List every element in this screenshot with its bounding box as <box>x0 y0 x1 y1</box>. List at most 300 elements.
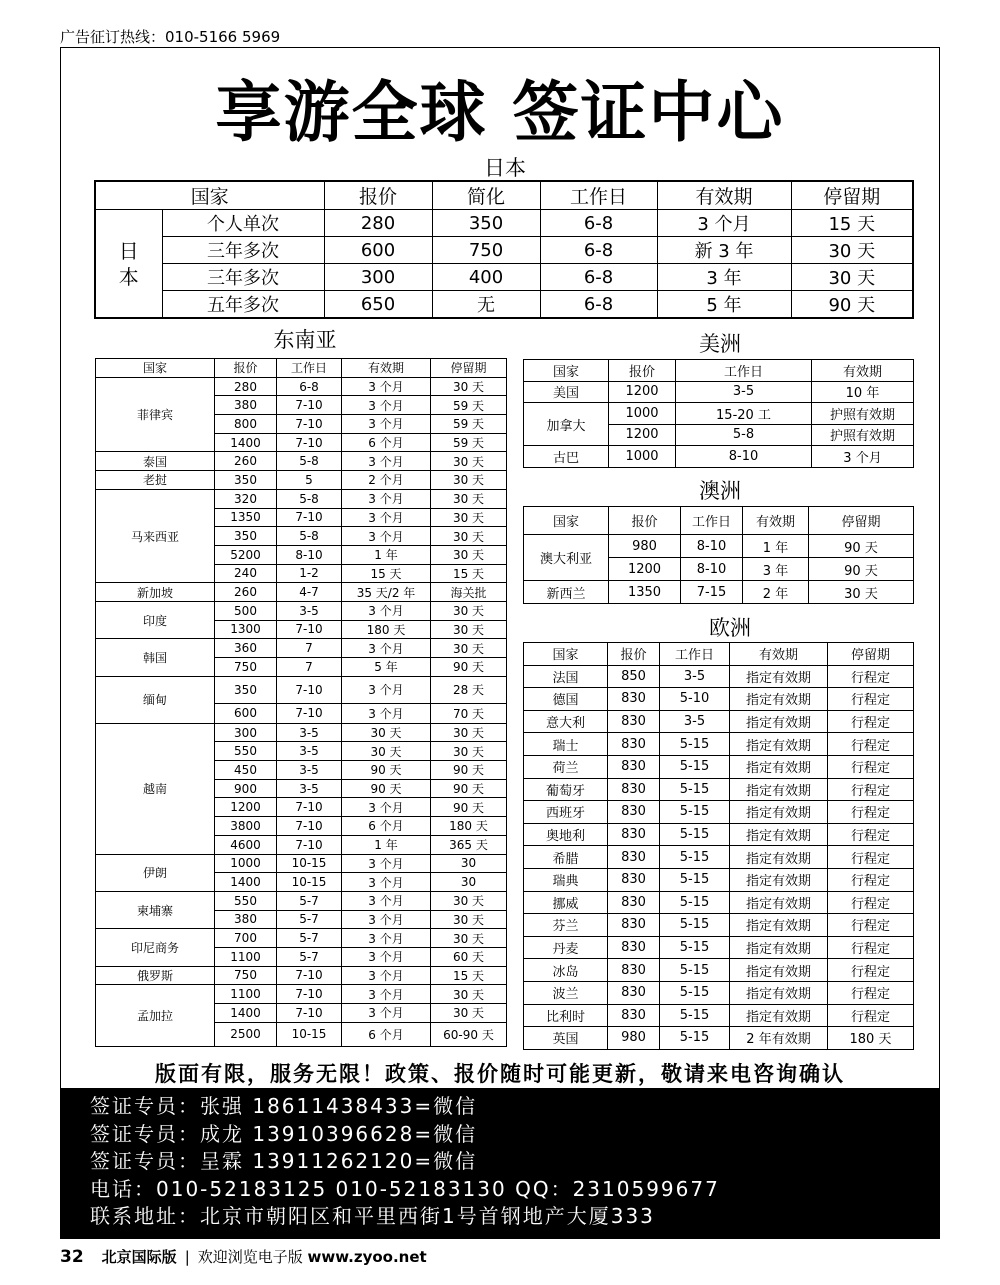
country-cell: 西班牙 <box>524 801 608 824</box>
table-cell: 650 <box>324 291 432 319</box>
table-cell: 30 天 <box>431 489 507 508</box>
country-cell: 德国 <box>524 688 608 711</box>
table-cell: 3 个月 <box>342 798 431 817</box>
japan-section-title: 日本 <box>484 156 526 180</box>
table-cell: 7-10 <box>277 985 342 1004</box>
table-cell: 15 天 <box>791 210 913 237</box>
country-cell: 古巴 <box>524 446 609 468</box>
column-header: 简化 <box>432 181 540 210</box>
table-row <box>96 891 507 910</box>
column-header: 国家 <box>524 360 609 382</box>
table-row <box>524 446 914 468</box>
table-cell: 550 <box>215 742 277 761</box>
table-cell: 5-15 <box>660 846 730 869</box>
table-cell: 2 个月 <box>342 471 431 490</box>
table-cell: 指定有效期 <box>730 959 828 982</box>
table-cell: 护照有效期 <box>812 424 914 446</box>
country-cell: 芬兰 <box>524 914 608 937</box>
table-cell: 30 天 <box>431 742 507 761</box>
table-cell: 830 <box>608 891 660 914</box>
table-cell: 180 天 <box>342 620 431 639</box>
table-cell: 7-10 <box>277 433 342 452</box>
table-cell: 行程定 <box>828 846 914 869</box>
table-cell: 7-15 <box>681 581 743 604</box>
table-cell: 30 天 <box>431 985 507 1004</box>
column-header: 停留期 <box>828 643 914 666</box>
table-cell: 指定有效期 <box>730 823 828 846</box>
table-header-row <box>524 360 914 382</box>
table-cell: 180 天 <box>431 817 507 836</box>
column-header: 工作日 <box>277 359 342 378</box>
table-cell: 35 天/2 年 <box>342 583 431 602</box>
table-cell: 550 <box>215 891 277 910</box>
table-cell: 28 天 <box>431 676 507 703</box>
table-cell: 320 <box>215 489 277 508</box>
table-cell: 7-10 <box>277 817 342 836</box>
table-cell: 三年多次 <box>162 237 324 264</box>
table-cell: 3800 <box>215 817 277 836</box>
table-cell: 行程定 <box>828 891 914 914</box>
table-cell: 3-5 <box>676 381 812 403</box>
column-header: 国家 <box>96 359 215 378</box>
table-cell: 7-10 <box>277 396 342 415</box>
table-header-row <box>524 507 914 535</box>
table-cell: 15 天 <box>342 564 431 583</box>
table-cell: 指定有效期 <box>730 868 828 891</box>
page-footer <box>60 1246 427 1267</box>
table-cell: 行程定 <box>828 688 914 711</box>
table-cell: 指定有效期 <box>730 936 828 959</box>
table-cell: 5-10 <box>660 688 730 711</box>
table-cell: 3 年 <box>743 558 809 581</box>
table-cell: 1-2 <box>277 564 342 583</box>
table-cell: 8-10 <box>681 535 743 558</box>
slogan: 版面有限，服务无限！政策、报价随时可能更新，敬请来电咨询确认 <box>155 1061 845 1086</box>
table-cell: 600 <box>324 237 432 264</box>
column-header: 停留期 <box>431 359 507 378</box>
country-cell: 缅甸 <box>96 676 215 723</box>
table-row <box>96 601 507 620</box>
country-cell: 孟加拉 <box>96 985 215 1046</box>
table-cell: 30 天 <box>791 237 913 264</box>
table-cell: 行程定 <box>828 801 914 824</box>
country-cell: 马来西亚 <box>96 489 215 582</box>
table-cell: 7-10 <box>277 798 342 817</box>
table-cell: 600 <box>215 703 277 723</box>
table-cell: 指定有效期 <box>730 688 828 711</box>
table-row <box>96 676 507 703</box>
table-cell: 980 <box>609 535 681 558</box>
table-cell: 380 <box>215 396 277 415</box>
contact-phone-line: 电话：010-52183125 010-52183130 QQ：2310599677 <box>90 1176 720 1201</box>
table-cell: 7-10 <box>277 676 342 703</box>
country-cell: 菲律宾 <box>96 377 215 452</box>
table-cell: 30 天 <box>431 471 507 490</box>
table-cell: 350 <box>215 676 277 703</box>
contact-address-line: 联系地址：北京市朝阳区和平里西街1号首钢地产大厦333 <box>90 1204 655 1228</box>
table-cell: 7-10 <box>277 415 342 434</box>
country-cell: 意大利 <box>524 710 608 733</box>
table-cell: 3 个月 <box>342 676 431 703</box>
table-cell: 90 天 <box>809 558 914 581</box>
table-cell: 2500 <box>215 1022 277 1046</box>
table-cell: 5-7 <box>277 947 342 966</box>
country-cell: 丹麦 <box>524 936 608 959</box>
table-cell: 3 个月 <box>342 639 431 658</box>
table-cell: 3 个月 <box>342 929 431 948</box>
table-cell: 1350 <box>215 508 277 527</box>
table-cell: 3 个月 <box>342 966 431 985</box>
table-cell: 无 <box>432 291 540 319</box>
table-row <box>524 801 914 824</box>
footer-text: 欢迎浏览电子版 <box>197 1248 303 1266</box>
table-row <box>96 985 507 1004</box>
country-cell: 冰岛 <box>524 959 608 982</box>
table-cell: 5 <box>277 471 342 490</box>
table-cell: 30 <box>431 854 507 873</box>
table-cell: 1000 <box>609 446 676 468</box>
country-cell: 泰国 <box>96 452 215 471</box>
country-cell: 新加坡 <box>96 583 215 602</box>
table-cell: 30 天 <box>431 545 507 564</box>
table-cell: 5-15 <box>660 778 730 801</box>
table-cell: 3-5 <box>277 761 342 780</box>
table-row <box>524 403 914 425</box>
country-cell: 英国 <box>524 1027 608 1050</box>
country-cell: 比利时 <box>524 1004 608 1027</box>
table-cell: 2 年有效期 <box>730 1027 828 1050</box>
table-cell: 2 年 <box>743 581 809 604</box>
table-row <box>524 981 914 1004</box>
table-cell: 6 个月 <box>342 1022 431 1046</box>
table-cell: 6-8 <box>540 210 657 237</box>
edition-name: 北京国际版 <box>101 1248 177 1266</box>
table-cell: 830 <box>608 981 660 1004</box>
table-cell: 59 天 <box>431 433 507 452</box>
table-cell: 260 <box>215 452 277 471</box>
table-cell: 830 <box>608 688 660 711</box>
table-cell: 6 个月 <box>342 817 431 836</box>
column-header: 工作日 <box>660 643 730 666</box>
table-row <box>524 733 914 756</box>
column-header: 停留期 <box>809 507 914 535</box>
table-cell: 90 天 <box>342 761 431 780</box>
table-cell: 450 <box>215 761 277 780</box>
table-cell: 60 天 <box>431 947 507 966</box>
table-cell: 3-5 <box>660 665 730 688</box>
contact-line: 签证专员：成龙 13910396628=微信 <box>90 1121 478 1146</box>
table-cell: 180 天 <box>828 1027 914 1050</box>
table-cell: 7 <box>277 639 342 658</box>
country-cell: 挪威 <box>524 891 608 914</box>
table-cell: 240 <box>215 564 277 583</box>
country-cell: 奥地利 <box>524 823 608 846</box>
table-cell: 3 个月 <box>342 508 431 527</box>
table-cell: 8-10 <box>681 558 743 581</box>
table-cell: 3 个月 <box>342 527 431 546</box>
table-cell: 3 个月 <box>812 446 914 468</box>
table-row <box>524 665 914 688</box>
table-cell: 5-7 <box>277 910 342 929</box>
table-cell: 6-8 <box>540 237 657 264</box>
table-cell: 3 个月 <box>342 947 431 966</box>
table-cell: 行程定 <box>828 778 914 801</box>
country-cell: 新西兰 <box>524 581 609 604</box>
table-row <box>96 471 507 490</box>
table-header-row <box>96 359 507 378</box>
table-cell: 3 年 <box>657 264 791 291</box>
table-cell: 1200 <box>609 381 676 403</box>
column-header: 国家 <box>524 507 609 535</box>
table-cell: 3 个月 <box>342 703 431 723</box>
table-row <box>524 823 914 846</box>
table-cell: 指定有效期 <box>730 710 828 733</box>
table-row <box>96 452 507 471</box>
southeast-asia-visa-table <box>95 358 507 1047</box>
table-cell: 指定有效期 <box>730 801 828 824</box>
table-cell: 280 <box>215 377 277 396</box>
table-cell: 3 个月 <box>342 601 431 620</box>
column-header: 国家 <box>95 181 324 210</box>
table-cell: 59 天 <box>431 415 507 434</box>
table-cell: 3-5 <box>277 742 342 761</box>
table-cell: 五年多次 <box>162 291 324 319</box>
table-cell: 30 天 <box>431 910 507 929</box>
table-cell: 5-15 <box>660 755 730 778</box>
country-cell: 法国 <box>524 665 608 688</box>
table-cell: 830 <box>608 868 660 891</box>
table-cell: 5-15 <box>660 981 730 1004</box>
table-cell: 3 个月 <box>342 452 431 471</box>
table-cell: 行程定 <box>828 665 914 688</box>
column-header: 有效期 <box>730 643 828 666</box>
table-cell: 海关批 <box>431 583 507 602</box>
country-cell: 葡萄牙 <box>524 778 608 801</box>
europe-visa-table <box>523 642 914 1050</box>
table-row <box>96 377 507 396</box>
table-row <box>524 868 914 891</box>
table-cell: 行程定 <box>828 914 914 937</box>
table-cell: 指定有效期 <box>730 778 828 801</box>
europe-section-title: 欧洲 <box>709 616 751 640</box>
table-cell: 59 天 <box>431 396 507 415</box>
table-cell: 30 天 <box>431 891 507 910</box>
table-cell: 280 <box>324 210 432 237</box>
table-cell: 90 天 <box>791 291 913 319</box>
column-header: 报价 <box>324 181 432 210</box>
table-cell: 30 天 <box>809 581 914 604</box>
table-cell: 行程定 <box>828 868 914 891</box>
country-cell: 希腊 <box>524 846 608 869</box>
table-cell: 10 年 <box>812 381 914 403</box>
country-cell: 伊朗 <box>96 854 215 891</box>
country-cell: 波兰 <box>524 981 608 1004</box>
table-cell: 830 <box>608 755 660 778</box>
table-row <box>96 723 507 742</box>
table-cell: 90 天 <box>431 761 507 780</box>
table-cell: 6-8 <box>540 291 657 319</box>
table-cell: 3 个月 <box>342 489 431 508</box>
table-cell: 5-15 <box>660 936 730 959</box>
table-cell: 5-15 <box>660 959 730 982</box>
sea-section-title: 东南亚 <box>273 328 337 352</box>
table-cell: 830 <box>608 801 660 824</box>
table-cell: 830 <box>608 823 660 846</box>
table-cell: 1200 <box>609 424 676 446</box>
table-row <box>96 929 507 948</box>
table-cell: 6-8 <box>277 377 342 396</box>
table-cell: 3-5 <box>277 723 342 742</box>
table-header-row <box>95 181 913 210</box>
table-cell: 380 <box>215 910 277 929</box>
oceania-section-title: 澳洲 <box>699 479 741 503</box>
table-cell: 7-10 <box>277 835 342 854</box>
table-cell: 5-7 <box>277 891 342 910</box>
table-cell: 3 个月 <box>342 1004 431 1023</box>
table-cell: 行程定 <box>828 936 914 959</box>
table-row <box>96 966 507 985</box>
country-cell: 荷兰 <box>524 755 608 778</box>
table-cell: 5-15 <box>660 1004 730 1027</box>
table-cell: 830 <box>608 1004 660 1027</box>
table-cell: 指定有效期 <box>730 891 828 914</box>
table-cell: 三年多次 <box>162 264 324 291</box>
table-cell: 30 <box>431 873 507 892</box>
country-cell: 澳大利亚 <box>524 535 609 581</box>
table-cell: 3 个月 <box>342 985 431 1004</box>
table-cell: 3-5 <box>277 779 342 798</box>
country-cell: 日本 <box>95 210 162 319</box>
table-cell: 5-15 <box>660 891 730 914</box>
table-cell: 10-15 <box>277 1022 342 1046</box>
table-cell: 15 天 <box>431 966 507 985</box>
table-row <box>96 854 507 873</box>
table-cell: 行程定 <box>828 959 914 982</box>
table-row <box>524 755 914 778</box>
table-cell: 30 天 <box>431 508 507 527</box>
table-cell: 980 <box>608 1027 660 1050</box>
table-cell: 5-8 <box>277 527 342 546</box>
table-cell: 30 天 <box>342 723 431 742</box>
country-cell: 韩国 <box>96 639 215 676</box>
table-cell: 3 个月 <box>342 377 431 396</box>
table-cell: 1100 <box>215 985 277 1004</box>
table-cell: 4-7 <box>277 583 342 602</box>
table-cell: 1 年 <box>342 835 431 854</box>
table-row <box>95 291 913 319</box>
table-cell: 400 <box>432 264 540 291</box>
table-cell: 指定有效期 <box>730 1004 828 1027</box>
table-cell: 830 <box>608 733 660 756</box>
table-cell: 90 天 <box>809 535 914 558</box>
country-cell: 印尼商务 <box>96 929 215 966</box>
table-cell: 830 <box>608 936 660 959</box>
table-cell: 30 天 <box>431 723 507 742</box>
table-cell: 700 <box>215 929 277 948</box>
table-cell: 5200 <box>215 545 277 564</box>
table-row <box>524 688 914 711</box>
table-cell: 7-10 <box>277 1004 342 1023</box>
country-cell: 加拿大 <box>524 403 609 446</box>
column-header: 有效期 <box>657 181 791 210</box>
table-row <box>524 936 914 959</box>
country-cell: 俄罗斯 <box>96 966 215 985</box>
table-cell: 350 <box>215 527 277 546</box>
table-row <box>96 489 507 508</box>
table-cell: 4600 <box>215 835 277 854</box>
table-cell: 5-15 <box>660 733 730 756</box>
table-cell: 行程定 <box>828 823 914 846</box>
country-cell: 柬埔寨 <box>96 891 215 928</box>
table-cell: 指定有效期 <box>730 914 828 937</box>
table-cell: 1100 <box>215 947 277 966</box>
country-cell: 印度 <box>96 601 215 638</box>
table-cell: 830 <box>608 914 660 937</box>
column-header: 报价 <box>609 360 676 382</box>
table-cell: 300 <box>324 264 432 291</box>
table-cell: 1400 <box>215 1004 277 1023</box>
table-cell: 7-10 <box>277 620 342 639</box>
table-cell: 30 天 <box>431 1004 507 1023</box>
table-cell: 5-15 <box>660 868 730 891</box>
table-cell: 3-5 <box>660 710 730 733</box>
table-cell: 30 天 <box>431 620 507 639</box>
table-cell: 1 年 <box>743 535 809 558</box>
column-header: 工作日 <box>540 181 657 210</box>
table-cell: 指定有效期 <box>730 981 828 1004</box>
table-cell: 1200 <box>215 798 277 817</box>
contact-line: 签证专员：张强 18611438433=微信 <box>90 1094 478 1118</box>
column-header: 工作日 <box>681 507 743 535</box>
table-cell: 300 <box>215 723 277 742</box>
table-cell: 行程定 <box>828 733 914 756</box>
table-cell: 行程定 <box>828 981 914 1004</box>
table-cell: 350 <box>432 210 540 237</box>
table-cell: 30 天 <box>431 452 507 471</box>
table-cell: 350 <box>215 471 277 490</box>
table-cell: 30 天 <box>431 527 507 546</box>
table-row <box>96 639 507 658</box>
table-cell: 行程定 <box>828 1004 914 1027</box>
table-cell: 7-10 <box>277 508 342 527</box>
table-cell: 5-8 <box>277 489 342 508</box>
table-cell: 15 天 <box>431 564 507 583</box>
table-cell: 830 <box>608 710 660 733</box>
table-cell: 1000 <box>215 854 277 873</box>
table-cell: 30 天 <box>431 377 507 396</box>
table-cell: 830 <box>608 959 660 982</box>
table-cell: 3 个月 <box>342 891 431 910</box>
country-cell: 瑞士 <box>524 733 608 756</box>
country-cell: 美国 <box>524 381 609 403</box>
table-cell: 30 天 <box>791 264 913 291</box>
table-cell: 500 <box>215 601 277 620</box>
table-cell: 3 个月 <box>342 396 431 415</box>
table-cell: 30 天 <box>431 929 507 948</box>
website-link[interactable]: www.zyoo.net <box>307 1248 427 1266</box>
table-cell: 1 年 <box>342 545 431 564</box>
table-cell: 830 <box>608 778 660 801</box>
table-cell: 7 <box>277 658 342 677</box>
table-cell: 1400 <box>215 873 277 892</box>
contact-block <box>60 1088 940 1239</box>
table-cell: 1400 <box>215 433 277 452</box>
table-cell: 750 <box>215 658 277 677</box>
table-cell: 750 <box>432 237 540 264</box>
table-cell: 7-10 <box>277 703 342 723</box>
table-cell: 3 个月 <box>342 854 431 873</box>
table-cell: 30 天 <box>431 601 507 620</box>
